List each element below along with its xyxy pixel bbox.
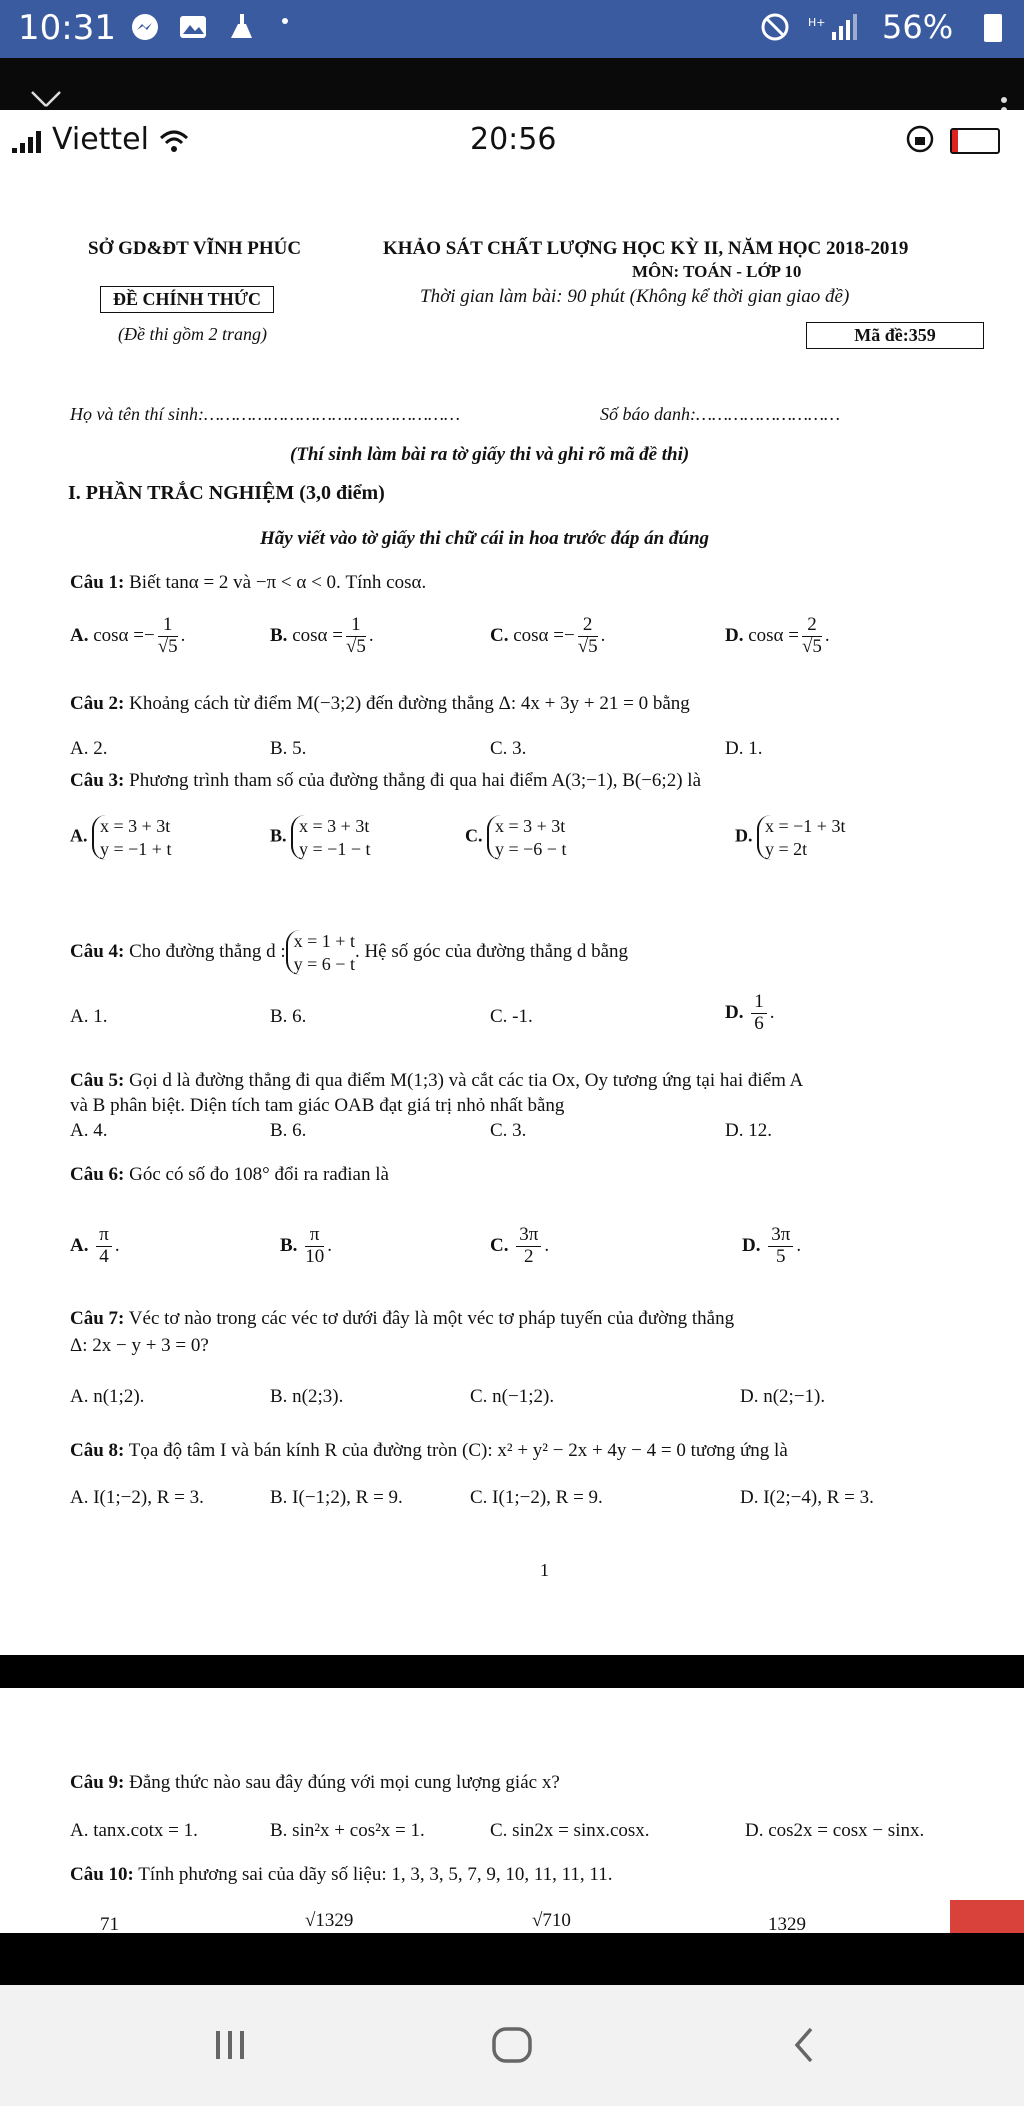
messenger-icon <box>130 12 160 42</box>
recent-apps-icon[interactable] <box>200 2015 260 2075</box>
subject-line: MÔN: TOÁN - LỚP 10 <box>632 262 802 281</box>
q4-option-d: D. $\frac{1}{6}$ . <box>725 991 775 1034</box>
exam-page-1 <box>0 110 1024 1655</box>
do-not-disturb-icon <box>760 12 790 42</box>
q6-option-d: D. $\frac{3\pi}{5}$ . <box>742 1224 802 1267</box>
q6-option-a: A. $\frac{\pi}{4}$ . <box>70 1224 120 1267</box>
question-8: Câu 8: Tọa độ tâm I và bán kính R của đường tròn (C): x² + y² − 2x + 4y − 4 = 0 tương ứng là <box>70 1440 788 1461</box>
q9-option-d: D. cos2x = cosx − sinx. <box>745 1820 925 1841</box>
exam-title: KHẢO SÁT CHẤT LƯỢNG HỌC KỲ II, NĂM HỌC 2018-2019 <box>383 238 909 259</box>
q6-option-c: C. $\frac{3\pi}{2}$ . <box>490 1224 550 1267</box>
student-id-field: Số báo danh:……………………… <box>600 404 841 424</box>
gallery-icon <box>178 12 208 42</box>
back-icon[interactable] <box>775 2015 835 2075</box>
question-4: Câu 4: Cho đường thẳng d : x = 1 + t y = 6 − t. Hệ số góc của đường thẳng d bằng <box>70 931 629 974</box>
inner-battery-icon <box>950 128 1000 154</box>
q2-option-a: A. 2. <box>70 738 108 759</box>
q4-option-a: A. 1. <box>70 1006 108 1027</box>
q8-option-d: D. I(2;−4), R = 3. <box>740 1487 874 1508</box>
question-5: Câu 5: Gọi d là đường thẳng đi qua điểm M(1;3) và cắt các tia Ox, Oy tương ứng tại hai điểm A <box>70 1070 804 1091</box>
q4-option-c: C. -1. <box>490 1006 533 1027</box>
q1-label: Câu 1: <box>70 572 125 593</box>
cleaner-icon <box>226 12 256 42</box>
q2-option-b: B. 5. <box>270 738 307 759</box>
carrier-name: Viettel <box>52 122 149 157</box>
q5-option-b: B. 6. <box>270 1120 307 1141</box>
official-label: ĐỀ CHÍNH THỨC <box>100 286 274 313</box>
q2-option-c: C. 3. <box>490 738 527 759</box>
navigation-bar <box>0 1985 1024 2106</box>
q5-option-a: A. 4. <box>70 1120 108 1141</box>
q1-option-d: D. cosα = $\frac{2}{√5}$ . <box>725 614 830 657</box>
home-icon[interactable] <box>482 2015 542 2075</box>
section-title: I. PHẦN TRẮC NGHIỆM (3,0 điểm) <box>68 482 385 504</box>
signal-icon <box>808 12 868 42</box>
q8-option-c: C. I(1;−2), R = 9. <box>470 1487 603 1508</box>
question-6: Câu 6: Góc có số đo 108° đổi ra rađian là <box>70 1164 389 1185</box>
notification-dot-icon <box>282 18 288 24</box>
q3-option-b: B. x = 3 + 3t y = −1 − t <box>270 816 371 859</box>
phone-status-bar <box>0 0 1024 58</box>
q9-option-a: A. tanx.cotx = 1. <box>70 1820 198 1841</box>
q1-option-b: B. cosα = $\frac{1}{√5}$ . <box>270 614 374 657</box>
time-note: Thời gian làm bài: 90 phút (Không kể thời gian giao đề) <box>420 286 850 307</box>
q3-option-d: D. x = −1 + 3t y = 2t <box>735 816 846 859</box>
q3-option-a: A. x = 3 + 3t y = −1 + t <box>70 816 172 859</box>
instruction: (Thí sinh làm bài ra tờ giấy thi và ghi rõ mã đề thi) <box>290 444 690 465</box>
section-subtitle: Hãy viết vào tờ giấy thi chữ cái in hoa trước đáp án đúng <box>260 528 710 549</box>
wifi-icon <box>159 128 189 154</box>
q7-option-d: D. n(2;−1). <box>740 1386 826 1407</box>
q8-option-b: B. I(−1;2), R = 9. <box>270 1487 403 1508</box>
q3-option-c: C. x = 3 + 3t y = −6 − t <box>465 816 567 859</box>
question-5-line2: và B phân biệt. Diện tích tam giác OAB đạt giá trị nhỏ nhất bằng <box>70 1095 565 1116</box>
inner-signal-icon <box>12 128 52 154</box>
q7-option-a: A. n(1;2). <box>70 1386 145 1407</box>
pages-note: (Đề thi gồm 2 trang) <box>118 324 267 344</box>
question-10: Câu 10: Tính phương sai của dãy số liệu: 1, 3, 3, 5, 7, 9, 10, 11, 11, 11. <box>70 1864 613 1885</box>
q4-option-b: B. 6. <box>270 1006 307 1027</box>
question-9: Câu 9: Đẳng thức nào sau đây đúng với mọi cung lượng giác x? <box>70 1772 560 1793</box>
image-viewer-toolbar <box>0 58 1024 118</box>
q1-option-a: A. cosα =− $\frac{1}{√5}$ . <box>70 614 186 657</box>
q10-option-a: 71 <box>100 1914 119 1933</box>
q7-option-c: C. n(−1;2). <box>470 1386 555 1407</box>
question-2: Câu 2: Khoảng cách từ điểm M(−3;2) đến đường thẳng Δ: 4x + 3y + 21 = 0 bằng <box>70 693 690 714</box>
q1-text: Biết tanα = 2 và −π < α < 0. Tính cosα. <box>129 572 427 593</box>
q8-option-a: A. I(1;−2), R = 3. <box>70 1487 204 1508</box>
q5-option-d: D. 12. <box>725 1120 772 1141</box>
question-7-line2: Δ: 2x − y + 3 = 0? <box>70 1335 209 1356</box>
question-1 <box>70 572 426 594</box>
battery-percent: 56% <box>882 8 954 46</box>
q9-option-c: C. sin2x = sinx.cosx. <box>490 1820 650 1841</box>
name-label: Họ và tên thí sinh: <box>70 404 204 424</box>
inner-time: 20:56 <box>470 122 557 157</box>
exam-code: Mã đề:359 <box>806 322 984 349</box>
inner-status-bar <box>12 122 189 157</box>
svg-text:H+: H+ <box>808 16 826 29</box>
q10-option-b: √1329 <box>305 1910 354 1931</box>
q10-option-d: 1329 <box>768 1914 806 1933</box>
q5-option-c: C. 3. <box>490 1120 527 1141</box>
page-number: 1 <box>540 1560 549 1580</box>
q2-option-d: D. 1. <box>725 738 763 759</box>
id-label: Số báo danh: <box>600 404 696 424</box>
status-time: 10:31 <box>18 8 116 48</box>
exam-page-2 <box>0 1688 1024 1933</box>
q9-option-b: B. sin²x + cos²x = 1. <box>270 1820 425 1841</box>
rotation-lock-icon <box>905 124 935 158</box>
red-corner-tab <box>950 1900 1024 1933</box>
q1-option-c: C. cosα =− $\frac{2}{√5}$ . <box>490 614 606 657</box>
battery-icon <box>984 14 1002 42</box>
question-7: Câu 7: Véc tơ nào trong các véc tơ dưới đây là một véc tơ pháp tuyến của đường thẳng <box>70 1308 735 1329</box>
q10-option-c: √710 <box>532 1910 571 1931</box>
school-department: SỞ GD&ĐT VĨNH PHÚC <box>88 238 302 259</box>
student-name-field: Họ và tên thí sinh:………………………………………… <box>70 404 461 424</box>
q7-option-b: B. n(2;3). <box>270 1386 344 1407</box>
q6-option-b: B. $\frac{\pi}{10}$ . <box>280 1224 332 1267</box>
question-3: Câu 3: Phương trình tham số của đường thẳng đi qua hai điểm A(3;−1), B(−6;2) là <box>70 770 701 791</box>
